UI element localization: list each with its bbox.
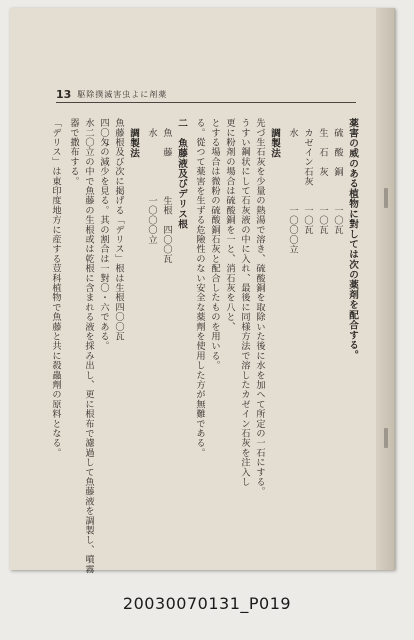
text-column: 薬害の威のある植物に對しては次の薬剤を配合する。 bbox=[347, 118, 358, 361]
image-caption: 20030070131_P019 bbox=[122, 594, 292, 613]
section-heading: 調製法 bbox=[128, 128, 139, 159]
page-number: 13 bbox=[56, 88, 72, 101]
running-title: 駆除撲滅害虫よに剤薬 bbox=[77, 90, 168, 99]
text-column: 先づ生石灰を少量の熱湯で溶き、硫酸銅を取除いた後に水を加へて所定の一石にする。 bbox=[254, 118, 265, 497]
text-column: 更に粉剤の場合は硫酸銅を一と、消石灰を八と、 bbox=[224, 118, 235, 332]
section-heading: 二 魚藤液及びデリス根 bbox=[176, 118, 187, 230]
text-column: 器で撒布する。 bbox=[68, 118, 79, 186]
formula-line: 水 一〇〇〇立 bbox=[287, 128, 298, 255]
document-page bbox=[10, 8, 395, 574]
vertical-text-body bbox=[50, 118, 358, 574]
formula-line: 水 一〇〇〇立 bbox=[146, 128, 157, 245]
text-column: 水二〇立の中で魚藤の生根或は乾根に含まれる液を採み出し、更に根布で濾過して魚藤液を調製し、噴霧 bbox=[83, 118, 94, 574]
page-header bbox=[56, 86, 356, 103]
page-spine bbox=[376, 8, 394, 570]
text-column: とする場合は微粉の硫酸銅石灰と配合したものを用いる。 bbox=[209, 118, 220, 371]
staple bbox=[384, 188, 388, 208]
section-heading: 調製法 bbox=[269, 128, 280, 159]
formula-line: 硫 酸 銅 一〇瓦 bbox=[332, 128, 343, 235]
text-column: うすい鋼状にして石灰液の中に入れ、最後に同様方法で溶したカゼイン石灰を注入し bbox=[239, 118, 250, 487]
formula-line: 生 石 灰 一〇瓦 bbox=[317, 128, 328, 235]
text-column: 魚藤根及び次に掲げる「デリス」根は生根四〇〇瓦 bbox=[113, 118, 124, 342]
text-column: 四〇匁の減少を見る。其の割合は一對〇・六である。 bbox=[98, 118, 109, 351]
formula-line: カゼイン石灰 一〇瓦 bbox=[302, 128, 313, 235]
text-column: る。從つて薬害を生ずる危險性のない安全な薬劑を使用した方が無難である。 bbox=[194, 118, 205, 458]
formula-line: 魚 藤 生根 四〇〇瓦 bbox=[161, 128, 172, 264]
staple bbox=[384, 428, 388, 448]
text-column: 「デリス」は東印度地方に産する荳科植物で魚藤と共に殺蟲劑の原料となる。 bbox=[50, 118, 61, 458]
